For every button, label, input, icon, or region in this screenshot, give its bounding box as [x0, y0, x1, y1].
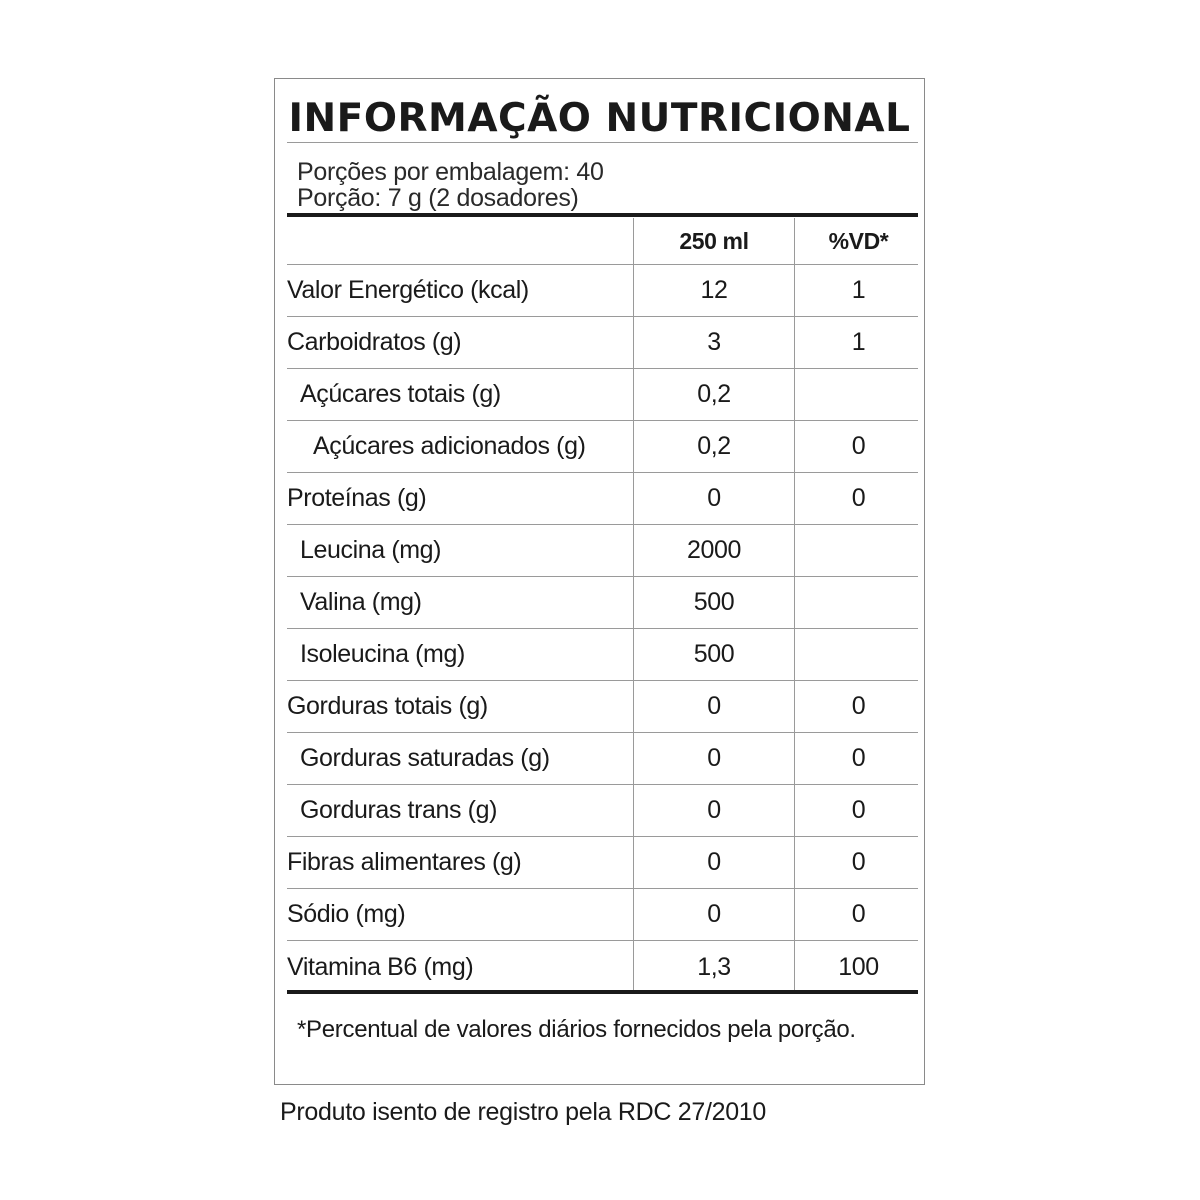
nutrient-amount: 500 — [693, 640, 735, 668]
nutrient-amount: 0 — [707, 796, 721, 824]
table-row — [287, 889, 918, 941]
title-divider — [287, 142, 918, 143]
servings-per-package: Porções por embalagem: 40 — [297, 158, 604, 186]
nutrition-facts-panel — [274, 78, 925, 1085]
nutrient-name: Leucina (mg) — [300, 536, 442, 564]
nutrient-amount: 0,2 — [697, 380, 731, 408]
nutrient-amount: 12 — [700, 276, 728, 304]
nutrient-name: Fibras alimentares (g) — [287, 848, 522, 876]
nutrient-amount: 0,2 — [697, 432, 731, 460]
table-row — [287, 317, 918, 369]
nutrient-amount: 0 — [707, 900, 721, 928]
table-row — [287, 733, 918, 785]
nutrient-dv: 1 — [851, 276, 866, 304]
table-row — [287, 265, 918, 317]
nutrient-amount: 0 — [707, 692, 721, 720]
nutrient-amount: 500 — [693, 588, 735, 616]
nutrient-dv: 0 — [851, 432, 866, 460]
nutrient-dv — [795, 577, 922, 628]
table-row — [287, 369, 918, 421]
nutrient-dv — [795, 525, 922, 576]
header-thick-divider — [287, 213, 918, 217]
table-row — [287, 785, 918, 837]
nutrition-table — [287, 218, 918, 993]
nutrient-dv: 100 — [838, 952, 879, 981]
nutrient-dv: 0 — [851, 796, 866, 824]
nutrient-amount: 2000 — [686, 536, 741, 564]
table-row — [287, 837, 918, 889]
serving-size: Porção: 7 g (2 dosadores) — [297, 184, 579, 212]
registration-exempt-notice: Produto isento de registro pela RDC 27/2010 — [280, 1098, 767, 1126]
nutrient-amount: 0 — [707, 744, 721, 772]
table-row — [287, 629, 918, 681]
table-row — [287, 941, 918, 993]
nutrient-name: Valor Energético (kcal) — [287, 276, 529, 304]
nutrient-dv: 0 — [851, 744, 866, 772]
nutrient-name: Sódio (mg) — [287, 900, 406, 928]
table-row — [287, 577, 918, 629]
serving-info — [297, 159, 604, 211]
nutrient-amount: 3 — [707, 328, 721, 356]
column-header-nutrient — [287, 218, 633, 264]
table-row — [287, 525, 918, 577]
nutrient-amount: 1,3 — [697, 952, 731, 981]
label-title: INFORMAÇÃO NUTRICIONAL — [288, 96, 911, 141]
nutrient-dv: 0 — [851, 692, 866, 720]
table-row — [287, 421, 918, 473]
nutrient-name: Gorduras saturadas (g) — [300, 744, 550, 772]
nutrient-name: Gorduras trans (g) — [300, 796, 498, 824]
nutrient-name: Proteínas (g) — [287, 484, 427, 512]
footer-thick-divider — [287, 990, 918, 994]
nutrient-amount: 0 — [707, 848, 721, 876]
column-header-dv: %VD* — [828, 227, 889, 254]
nutrient-name: Isoleucina (mg) — [300, 640, 465, 668]
nutrient-amount: 0 — [707, 484, 721, 512]
nutrient-name: Gorduras totais (g) — [287, 692, 488, 720]
nutrient-name: Carboidratos (g) — [287, 328, 462, 356]
nutrient-name: Açúcares adicionados (g) — [313, 432, 586, 460]
table-row — [287, 473, 918, 525]
nutrient-dv: 0 — [851, 484, 866, 512]
nutrient-name: Valina (mg) — [300, 588, 422, 616]
nutrient-name: Açúcares totais (g) — [300, 380, 501, 408]
nutrient-dv: 0 — [851, 900, 866, 928]
nutrient-dv — [795, 629, 922, 680]
column-header-per-serving: 250 ml — [679, 227, 749, 254]
nutrient-dv: 1 — [851, 328, 866, 356]
nutrient-name: Vitamina B6 (mg) — [287, 952, 474, 981]
nutrient-dv — [795, 369, 922, 420]
table-row — [287, 681, 918, 733]
table-header-row — [287, 218, 918, 265]
nutrient-dv: 0 — [851, 848, 866, 876]
table-body — [287, 265, 918, 993]
footnote: *Percentual de valores diários fornecidos pela porção. — [297, 1016, 856, 1043]
